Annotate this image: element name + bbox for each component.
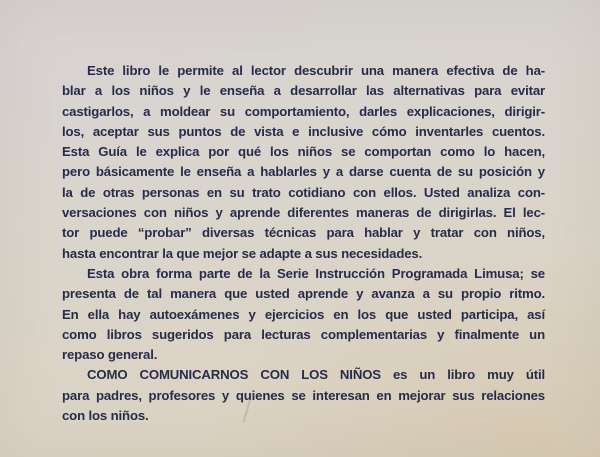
text-line: pero básicamente le enseña a hablarles y a darse cuenta de su posición y <box>62 164 545 180</box>
text-line: castigarlos, a moldear su comportamiento, darles explicaciones, dirigir- <box>62 103 545 119</box>
text-line: los, aceptar sus puntos de vista e inclusive cómo inventarles cuentos. <box>62 123 545 139</box>
paragraph <box>62 264 545 365</box>
text-line: para padres, profesores y quienes se interesan en mejorar sus relaciones <box>62 387 545 403</box>
text-line: Esta obra forma parte de la Serie Instrucción Programada Limusa; se <box>87 265 545 281</box>
text-line: la de otras personas en su trato cotidiano con ellos. Usted analiza con- <box>62 184 545 200</box>
text-line: COMO COMUNICARNOS CON LOS NIÑOS es un libro muy útil <box>87 367 545 383</box>
page-text <box>62 61 545 426</box>
text-line: En ella hay autoexámenes y ejercicios en los que usted participa, así <box>62 306 545 322</box>
text-line: Esta Guía le explica por qué los niños se comportan como lo hacen, <box>62 144 545 160</box>
text-line: con los niños. <box>62 408 149 424</box>
text-line: como libros sugeridos para lecturas complementarias y finalmente un <box>62 326 545 342</box>
text-line: repaso general. <box>62 347 158 363</box>
text-line: versaciones con niños y aprende diferentes maneras de dirigirlas. El lec- <box>62 205 545 221</box>
text-line: tor puede “probar” diversas técnicas para hablar y tratar con niños, <box>62 225 545 241</box>
paragraph <box>62 61 545 264</box>
text-line: blar a los niños y le enseña a desarrollar las alternativas para evitar <box>62 83 545 99</box>
text-line: hasta encontrar la que mejor se adapte a sus necesidades. <box>62 245 423 261</box>
text-line: presenta de tal manera que usted aprende y avanza a su propio ritmo. <box>62 286 545 302</box>
text-line: Este libro le permite al lector descubrir una manera efectiva de ha- <box>87 63 545 78</box>
paragraph <box>62 365 545 426</box>
